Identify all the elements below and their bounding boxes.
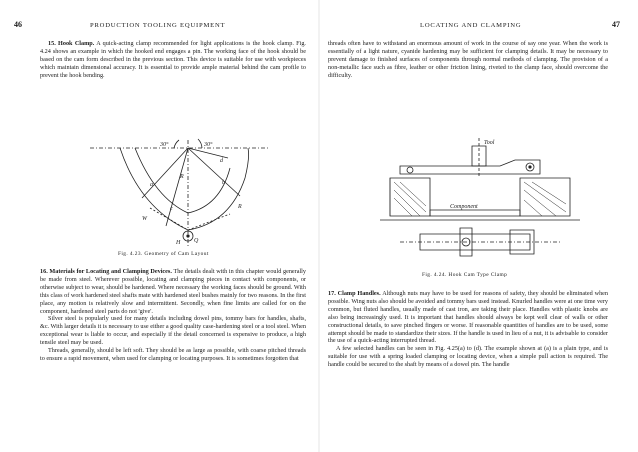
label-b: b <box>222 180 225 186</box>
section-body: A quick-acting clamp recommended for light applications is the hook clamp. Fig. 4.24 shows an example in which the hooked end engages a pin. The working face of the hook should be based on the cam form described in the previous section. This device is suitable for use with workpieces which maintain dimensional accuracy. It is essential to provide ample material behind the cam profile to prevent the hook bending. <box>40 40 306 79</box>
section-17 <box>328 290 608 369</box>
section-16 <box>40 268 306 363</box>
label-r: R <box>180 174 184 180</box>
label-d: d <box>220 158 223 164</box>
hatching-right <box>524 182 566 216</box>
figure-4-24-hook-clamp <box>380 138 580 268</box>
construction-line-2 <box>188 214 230 230</box>
running-head: LOCATING AND CLAMPING <box>420 22 522 29</box>
paragraph: A few selected handles can be seen in Fig. 4.25(a) to (d). The example shown at (a) is a plain type, and is suitable for use with a spring loaded clamping or locating device, when a simple pull action is required. The handle could be secured to the shaft by means of a dowel pin. The handle <box>328 345 608 369</box>
angle-label-2: 30° <box>204 142 213 148</box>
radius-line-b <box>188 148 240 196</box>
label-a: a <box>150 182 153 188</box>
figure-4-24-caption: Fig. 4.24. Hook Cam Type Clamp <box>422 272 508 278</box>
right-page <box>320 0 638 452</box>
paragraph: Threads, generally, should be left soft. They should be as large as possible, with coarse pitched threads to ensure a rapid movement, when used for clamping or locating purposes. It is sometimes forgotten that <box>40 347 306 362</box>
label-w: W <box>142 216 147 222</box>
label-c: c <box>170 206 173 212</box>
paragraph: threads often have to withstand an enormous amount of work in the course of say one year. When the work is essentially of a light nature, cyanide hardening may be sufficient for clamping details. It may be necessary to prevent damage to finished surfaces of components through normal methods of clamping. The provision of a non-metallic face such as fibre, leather or other friction lining, riveted to the clamp face, should overcome the difficulty. <box>328 40 608 79</box>
label-r2: R <box>238 204 242 210</box>
angle-arc-1 <box>174 140 179 148</box>
left-page <box>0 0 318 452</box>
inner-arc <box>135 148 230 213</box>
label-tool: Tool <box>484 140 495 146</box>
label-h: H <box>176 240 181 246</box>
page-number: 47 <box>612 20 620 29</box>
label-component: Component <box>450 204 478 210</box>
angle-arc-2 <box>198 139 202 148</box>
intro-paragraph <box>328 40 608 80</box>
angle-label-1: 30° <box>160 142 169 148</box>
paragraph: Although nuts may have to be used for reasons of safety, they should be eliminated when possible. Wing nuts also should be avoided and tommy bars used instead. Knurled handles were at one time very common, but fluted handles, usually made of cast iron, are taking their place. Handles with plastic knobs are also being increasingly used. It is important that handles should always be kept well clear of walls or other constructional details, to save pinched fingers or worse. If reasonable quantities of handles are to be used, some attempt should be made to standardize their sizes. If the handle is used in lieu of a nut, it is advisable to consider the use of a quick-acting interrupted thread. <box>328 290 608 345</box>
label-q: Q <box>194 238 199 244</box>
hook-lever <box>400 160 540 174</box>
paragraph: Silver steel is popularly used for many details including dowel pins, tommy bars for handles, shafts, &c. With larger details it is necessary to use either a good quality case-hardening steel or a tool steel. When exceptional wear is liable to occur, and especially if the detail concerned is expensive to produce, a high tensile steel may be used. <box>40 315 306 347</box>
figure-4-23-caption: Fig. 4.23. Geometry of Cam Layout <box>118 251 209 257</box>
pin-centre <box>529 166 531 168</box>
page-number: 46 <box>14 20 22 29</box>
pivot-centre <box>187 235 189 237</box>
paragraph: The details dealt with in this chapter would generally be made from steel. Wherever possible, locating and clamping pieces in contact with components, or otherwise subject to wear, should be hardened. Where necessary the working faces should be ground. With this class of work hardened steel shafts mate with hardened steel bushes mainly for two reasons. In the first place, any motion is relatively slow and intermittent. Secondly, when fine limits are called for on the component, hardened steel parts do not 'give'. <box>40 268 306 315</box>
pivot-circle <box>407 167 413 173</box>
component <box>430 210 520 216</box>
running-head: PRODUCTION TOOLING EQUIPMENT <box>90 22 226 29</box>
section-heading: 15. Hook Clamp. <box>48 40 95 47</box>
hatching <box>390 178 426 216</box>
figure-4-23-cam-geometry <box>80 138 280 248</box>
section-15 <box>40 40 306 80</box>
section-heading: 16. Materials for Locating and Clamping Devices. <box>40 268 172 275</box>
section-heading: 17. Clamp Handles. <box>328 290 381 297</box>
construction-line <box>150 208 188 230</box>
